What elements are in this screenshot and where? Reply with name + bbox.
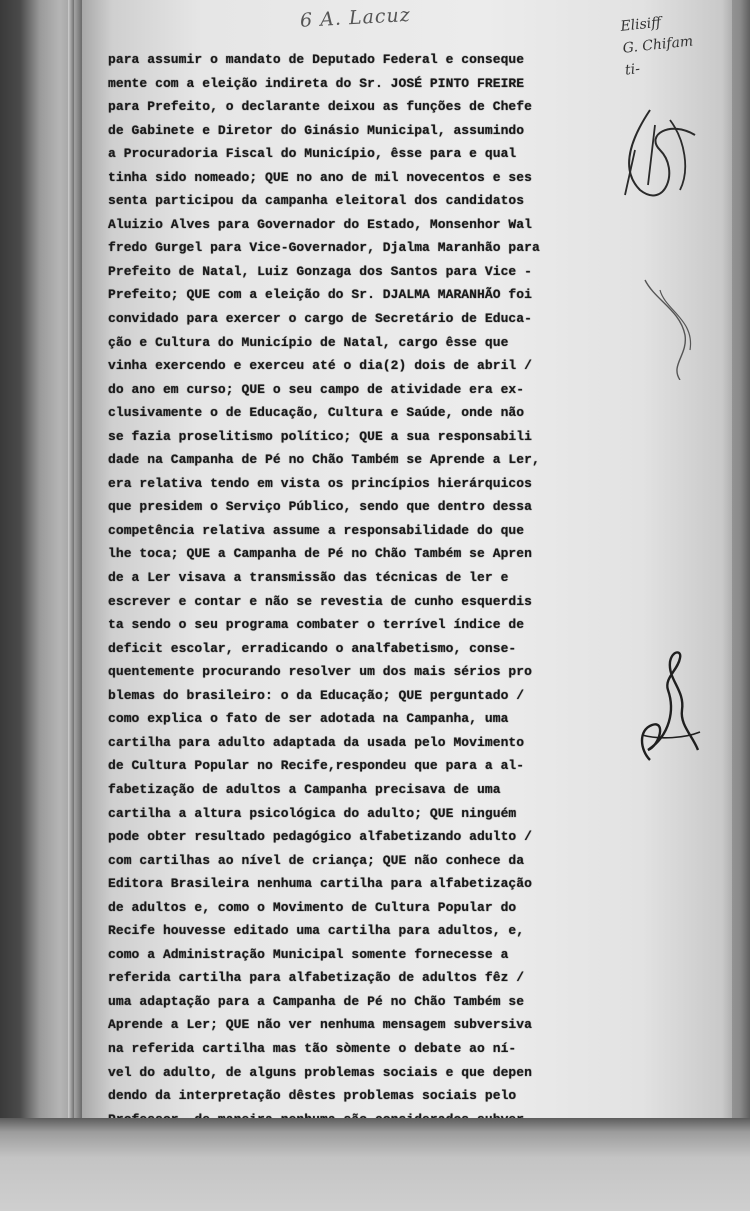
text-line: referida cartilha para alfabetização de adultos fêz / <box>108 970 525 986</box>
text-line: fredo Gurgel para Vice-Governador, Djalma Maranhão para <box>108 240 540 256</box>
corner-note-line: G. Chifam <box>621 33 694 57</box>
text-line: Aprende a Ler; QUE não ver nenhuma mensagem subversiva <box>108 1017 532 1033</box>
text-line: de Cultura Popular no Recife,respondeu que para a al- <box>108 758 525 774</box>
text-line: pode obter resultado pedagógico alfabetizando adulto / <box>108 829 532 845</box>
text-line: cartilha para adulto adaptada da usada pelo Movimento <box>108 734 525 750</box>
text-line: blemas do brasileiro: o da Educação; QUE perguntado / <box>108 687 525 703</box>
text-line: dendo da interpretação dêstes problemas sociais pelo <box>108 1088 517 1104</box>
underlying-sheet-edge <box>68 0 74 1120</box>
text-line: clusivamente o de Educação, Cultura e Saúde, onde não <box>108 405 525 421</box>
text-line: de adultos e, como o Movimento de Cultura Popular do <box>108 899 517 915</box>
text-line: era relativa tendo em vista os princípios hierárquicos <box>108 475 532 491</box>
scan-bottom-margin <box>0 1118 750 1211</box>
corner-note-line: ti- <box>624 61 641 79</box>
text-line: como a Administração Municipal somente fornecesse a <box>108 946 509 962</box>
text-line: convidado para exercer o cargo de Secretário de Educa- <box>108 311 532 327</box>
text-line: tinha sido nomeado; QUE no ano de mil novecentos e ses <box>108 169 532 185</box>
text-line: mente com a eleição indireta do Sr. JOSÉ PINTO FREIRE <box>108 75 525 91</box>
text-line: para assumir o mandato de Deputado Federal e conseque <box>108 52 525 67</box>
text-line: Prefeito; QUE com a eleição do Sr. DJALMA MARANHÃO foi <box>108 287 532 303</box>
text-line: ta sendo o seu programa combater o terrível índice de <box>108 617 525 633</box>
text-line: uma adaptação para a Campanha de Pé no Chão Também se <box>108 993 525 1009</box>
text-line: escrever e contar e não se revestia de cunho esquerdis <box>108 593 532 609</box>
text-line: do ano em curso; QUE o seu campo de atividade era ex- <box>108 381 525 397</box>
text-line: competência relativa assume a responsabilidade do que <box>108 522 525 538</box>
corner-note-line: Elisiff <box>619 14 662 35</box>
text-line: com cartilhas ao nível de criança; QUE não conhece da <box>108 852 525 868</box>
text-line: vinha exercendo e exerceu até o dia(2) dois de abril / <box>108 358 532 374</box>
text-line: que presidem o Serviço Público, sendo que dentro dessa <box>108 499 532 515</box>
margin-signature <box>630 640 705 770</box>
text-line: na referida cartilha mas tão sòmente o debate ao ní- <box>108 1040 517 1056</box>
text-line: senta participou da campanha eleitoral dos candidatos <box>108 193 525 209</box>
text-line: Recife houvesse editado uma cartilha para adultos, e, <box>108 923 525 939</box>
text-line: Aluizio Alves para Governador do Estado, Monsenhor Wal <box>108 216 532 232</box>
text-line: Prefeito de Natal, Luiz Gonzaga dos Santos para Vice - <box>108 263 532 279</box>
corner-handwritten-note <box>619 4 734 79</box>
text-line: de Gabinete e Diretor do Ginásio Municipal, assumindo <box>108 122 525 138</box>
text-line: cartilha a altura psicológica do adulto; QUE ninguém <box>108 805 517 821</box>
text-line: Editora Brasileira nenhuma cartilha para alfabetização <box>108 876 532 892</box>
text-line: ção e Cultura do Município de Natal, cargo êsse que <box>108 334 509 350</box>
text-line: dade na Campanha de Pé no Chão Também se Aprende a Ler, <box>108 452 540 468</box>
text-line: de a Ler visava a transmissão das técnicas de ler e <box>108 570 509 586</box>
text-line: a Procuradoria Fiscal do Município, êsse para e qual <box>108 146 517 162</box>
text-line: quentemente procurando resolver um dos mais sérios pro <box>108 664 532 680</box>
typed-document-text <box>108 48 628 1155</box>
text-line: vel do adulto, de alguns problemas sociais e que depen <box>108 1064 532 1080</box>
text-line: como explica o fato de ser adotada na Campanha, uma <box>108 711 509 727</box>
text-line: fabetização de adultos a Campanha precisava de uma <box>108 781 501 797</box>
text-line: para Prefeito, o declarante deixou as funções de Chefe <box>108 99 532 115</box>
text-line: se fazia proselitismo político; QUE a sua responsabili <box>108 428 532 444</box>
header-handwritten-note: 6 A. Lacuz <box>299 3 412 32</box>
text-line: deficit escolar, erradicando o analfabetismo, conse- <box>108 640 517 656</box>
text-line: lhe toca; QUE a Campanha de Pé no Chão Também se Apren <box>108 546 532 562</box>
